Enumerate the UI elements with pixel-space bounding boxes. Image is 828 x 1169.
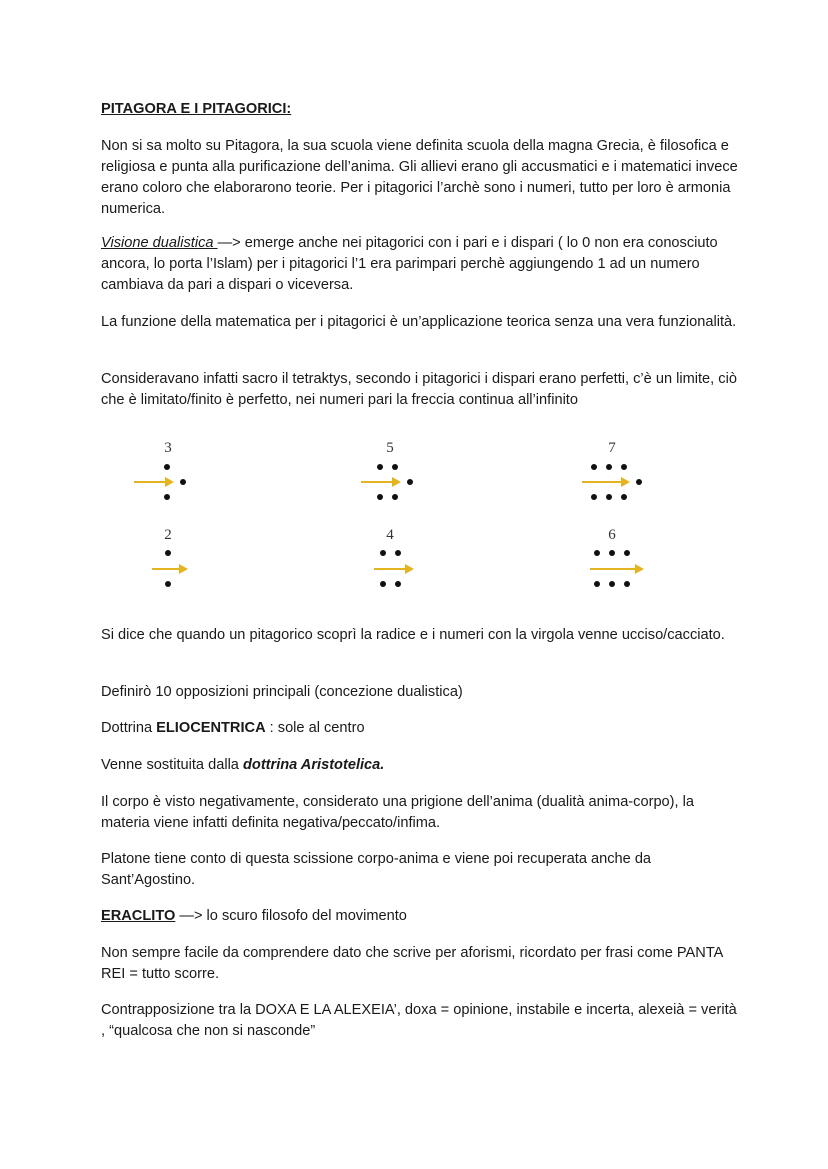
aristotelian-term: dottrina Aristotelica. — [242, 757, 385, 773]
dot — [392, 494, 398, 500]
dot — [165, 550, 171, 556]
dot — [624, 581, 630, 587]
dot — [377, 494, 383, 500]
dot — [594, 550, 600, 556]
paragraph-heraclitus-heading: ERACLITO —> lo scuro filosofo del movimento — [101, 908, 407, 924]
arrow-icon — [134, 481, 174, 483]
dot — [609, 581, 615, 587]
dot — [407, 479, 413, 485]
paragraph-intro: Non si sa molto su Pitagora, la sua scuola viene definita scuola della magna Grecia, è filosofica e religiosa e punta alla purificazione dell’anima. Gli allievi erano gli accusmatici e i matematici invece erano coloro che elaborarono teorie. Per i pitagorici l’archè sono i numeri, tutto per loro è armonia numerica. — [101, 138, 738, 217]
dot — [591, 494, 597, 500]
dot — [165, 581, 171, 587]
paragraph-math-function: La funzione della matematica per i pitagorici è un’applicazione teorica senza una vera funzionalità. — [101, 314, 737, 330]
dot — [621, 464, 627, 470]
dot — [395, 550, 401, 556]
dot — [624, 550, 630, 556]
paragraph-aristotelian: Venne sostituita dalla dottrina Aristotelica. — [101, 757, 385, 773]
page-title: PITAGORA E I PITAGORICI: — [101, 101, 292, 117]
arrow-icon — [590, 568, 644, 570]
dot — [606, 464, 612, 470]
dot — [591, 464, 597, 470]
arrow-icon — [361, 481, 401, 483]
dot — [392, 464, 398, 470]
dot — [636, 479, 642, 485]
dot — [606, 494, 612, 500]
odd-even-figure: 3 2 5 4 7 6 — [0, 0, 828, 1169]
dot — [621, 494, 627, 500]
dot — [164, 464, 170, 470]
paragraph-panta-rei: Non sempre facile da comprendere dato che scrive per aforismi, ricordato per frasi come PANTA REI = tutto scorre. — [101, 945, 723, 982]
dot — [609, 550, 615, 556]
dot — [594, 581, 600, 587]
dualism-text: —> emerge anche nei pitagorici con i pari e i dispari ( lo 0 non era conosciuto ancora, lo porta l’Islam) per i pitagorici l’1 era parimpari perchè aggiungendo 1 ad un numero cambiava da pari a dispari o viceversa. — [101, 235, 718, 293]
dot — [164, 494, 170, 500]
arrow-icon — [582, 481, 630, 483]
paragraph-heliocentric: Dottrina ELIOCENTRICA : sole al centro — [101, 720, 365, 736]
dualism-label: Visione dualistica — [101, 235, 218, 251]
arrow-icon — [152, 568, 188, 570]
dot — [180, 479, 186, 485]
arrow-icon — [374, 568, 414, 570]
paragraph-tetraktys: Consideravano infatti sacro il tetraktys, secondo i pitagorici i dispari erano perfetti, c’è un limite, ciò che è limitato/finito è perfetto, nei numeri pari la freccia continua all’infinito — [101, 371, 737, 408]
heraclitus-term: ERACLITO — [101, 908, 176, 924]
paragraph-plato: Platone tiene conto di questa scissione corpo-anima e viene poi recuperata anche da Sant’Agostino. — [101, 851, 652, 888]
paragraph-body-soul: Il corpo è visto negativamente, considerato una prigione dell’anima (dualità anima-corpo), la materia viene infatti definita negativa/peccato/infima. — [101, 794, 694, 831]
paragraph-doxa-alexeia: Contrapposizione tra la DOXA E LA ALEXEIA’, doxa = opinione, instabile e incerta, alexeià = verità , “qualcosa che non si nasconde” — [101, 1002, 737, 1039]
dot — [395, 581, 401, 587]
paragraph-root-discovery: Si dice che quando un pitagorico scoprì la radice e i numeri con la virgola venne ucciso/cacciato. — [101, 627, 725, 643]
paragraph-oppositions: Definirò 10 opposizioni principali (concezione dualistica) — [101, 684, 463, 700]
dot — [377, 464, 383, 470]
heliocentric-term: ELIOCENTRICA — [156, 720, 266, 736]
dot — [380, 550, 386, 556]
dot — [380, 581, 386, 587]
